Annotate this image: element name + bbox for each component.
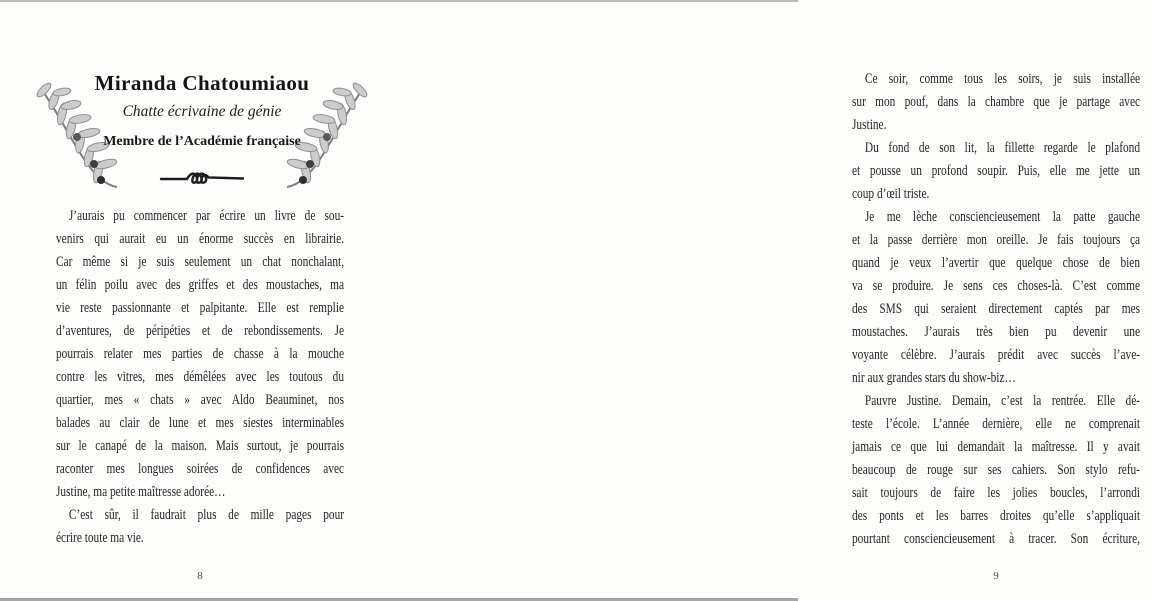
- text-line: Car même si je suis seulement un chat nonchalant,: [56, 254, 345, 270]
- page-number-left: 8: [197, 570, 203, 582]
- text-line: nir aux grandes stars du show-biz…: [852, 370, 1016, 386]
- author-name-title: Miranda Chatoumiaou: [94, 71, 310, 95]
- text-line: va se produire. Je sens ces choses-là. C’est comme: [852, 278, 1141, 294]
- text-line: coup d’œil triste.: [852, 186, 930, 202]
- text-line: sur le canapé de la maison. Mais surtout, je pourrais: [56, 438, 345, 454]
- text-line: sait toujours de faire les jolies boucles, l’arrondi: [852, 485, 1141, 501]
- text-line: J’aurais pu commencer par écrire un livre de sou-: [68, 208, 345, 224]
- text-line: vie reste passionnante et palpitante. Elle est remplie: [56, 300, 345, 316]
- text-line: moustaches. J’aurais très bien pu devenir une: [852, 324, 1141, 340]
- text-line: contre les vitres, mes démêlées avec les toutous du: [56, 369, 345, 385]
- left-page-text-column: [56, 205, 356, 550]
- text-line: pourrais relater mes parties de chasse à la mouche: [56, 346, 345, 362]
- text-line: Je me lèche consciencieusement la patte gauche: [864, 209, 1141, 225]
- text-line: Justine.: [852, 117, 887, 133]
- text-line: teste l’école. L’année dernière, elle ne comprenait: [852, 416, 1141, 432]
- book-page-left: [0, 0, 399, 601]
- text-line: jamais ce que lui demandait la maîtresse. Il y avait: [852, 439, 1141, 455]
- text-line: un félin poilu avec des griffes et des moustaches, ma: [56, 277, 345, 293]
- author-subtitle: Chatte écrivaine de génie: [122, 103, 282, 120]
- text-line: balades au clair de lune et mes siestes interminables: [56, 415, 345, 431]
- author-role: Membre de l’Académie française: [103, 134, 301, 149]
- book-page-right: [399, 0, 1141, 601]
- text-line: quand je veux l’avertir que quelque chose de bien: [852, 255, 1141, 271]
- text-line: des SMS qui seraient directement captés par mes: [852, 301, 1141, 317]
- text-line: raconter mes longues soirées de confidences avec: [56, 461, 345, 477]
- rope-knot-divider-icon: [159, 169, 245, 187]
- text-line: Pauvre Justine. Demain, c’est la rentrée. Elle dé-: [864, 393, 1141, 409]
- text-line: écrire toute ma vie.: [56, 530, 144, 546]
- text-line: Ce soir, comme tous les soirs, je suis installée: [864, 71, 1141, 87]
- text-line: venirs qui aurait eu un énorme succès en librairie.: [56, 231, 345, 247]
- text-line: beaucoup de rouge sur ses cahiers. Son stylo refu-: [852, 462, 1141, 478]
- right-page-text-column: [852, 68, 1152, 551]
- text-line: C’est sûr, il faudrait plus de mille pages pour: [68, 507, 345, 523]
- page-number-right: 9: [993, 570, 999, 582]
- text-line: Justine, ma petite maîtresse adorée…: [56, 484, 226, 500]
- text-line: et la passe derrière mon oreille. Je fais toujours ça: [852, 232, 1141, 248]
- text-line: quartier, mes « chats » avec Aldo Beauminet, nos: [56, 392, 345, 408]
- text-line: d’aventures, de péripéties et de rebondissements. Je: [56, 323, 345, 339]
- text-line: et pousse un profond soupir. Puis, elle me jette un: [852, 163, 1141, 179]
- text-line: des ponts et les barres droites qu’elle s’appliquait: [852, 508, 1141, 524]
- text-line: Du fond de son lit, la fillette regarde le plafond: [864, 140, 1141, 156]
- text-line: pourtant consciencieusement à tracer. Son écriture,: [852, 531, 1141, 547]
- text-line: sur mon pouf, dans la chambre que je partage avec: [852, 94, 1141, 110]
- text-line: voyante célèbre. J’aurais prédit avec succès l’ave-: [852, 347, 1141, 363]
